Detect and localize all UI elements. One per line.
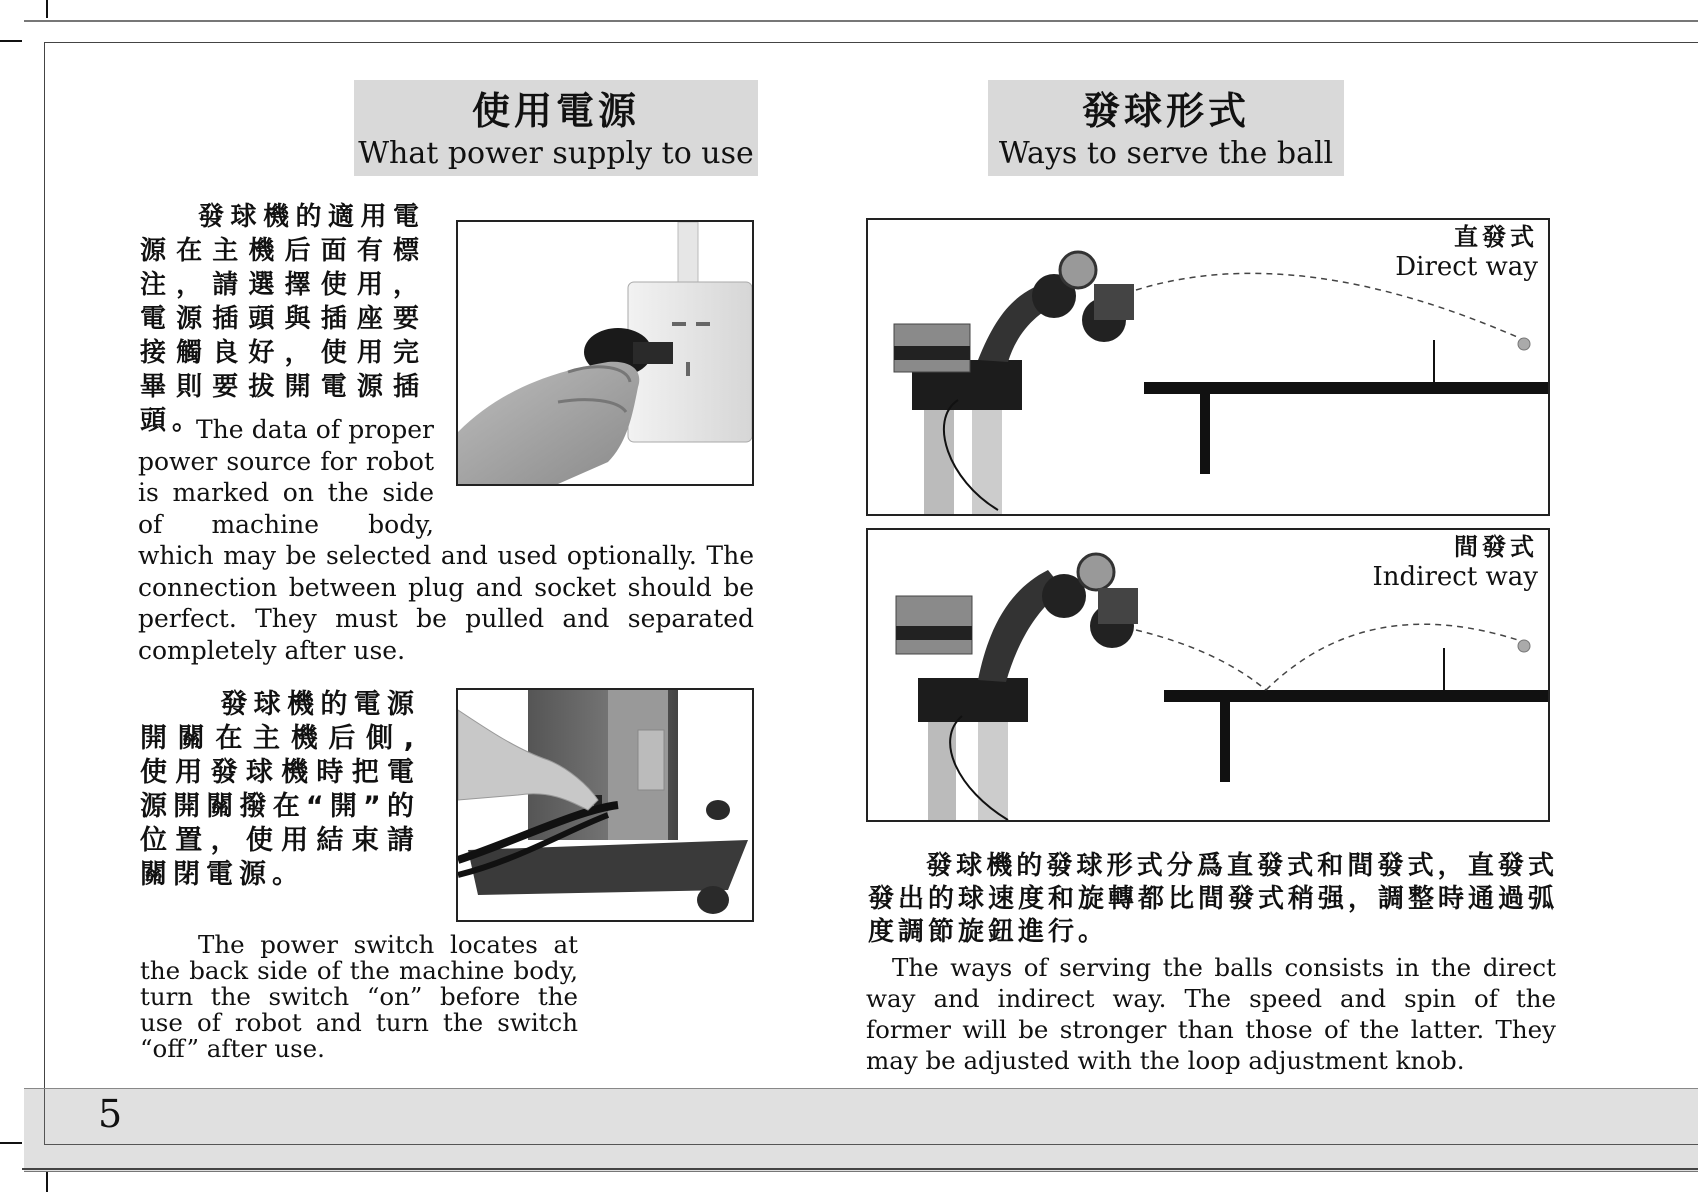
power-switch-photo <box>456 688 754 922</box>
crop-mark <box>24 20 1698 22</box>
power-switch-text-zh <box>140 688 420 892</box>
crop-mark <box>46 0 48 18</box>
right-header-en: Ways to serve the ball <box>998 136 1334 171</box>
serve-ways-text-en-body: The ways of serving the balls consists in the direct way and indirect way. The speed and spin of the former will be stronger than those of the latter. They may be adjusted with the loop adjustment knob. <box>866 953 1556 1075</box>
power-switch-text-en-body: The power switch locates at the back side of the machine body, turn the switch “on” before the use of robot and turn the switch “off” after use. <box>140 930 578 1063</box>
serve-ways-text-zh: 發球機的發球形式分爲直發式和間發式，直發式發出的球速度和旋轉都比間發式稍强，調整時通過弧度調節旋鈕進行。 <box>868 851 1559 947</box>
outer-line <box>22 1168 1698 1170</box>
indirect-way-diagram <box>866 528 1550 822</box>
left-header-en: What power supply to use <box>358 136 754 171</box>
serve-ways-text-en <box>866 952 1556 1076</box>
direct-way-diagram <box>866 218 1550 516</box>
power-source-text-en-body: The data of proper power source for robot is marked on the side of machine body, which may be selected and used optionally. The connection between plug and socket should be perfect. They must be pulled and separated completely after use. <box>138 415 754 665</box>
right-section-header <box>988 80 1344 176</box>
left-header-zh: 使用電源 <box>471 89 640 133</box>
right-header-zh: 發球形式 <box>1081 89 1250 133</box>
indirect-way-label-en: Indirect way <box>1372 562 1538 592</box>
direct-way-label-en: Direct way <box>1395 252 1538 282</box>
footer-band <box>24 1088 1698 1172</box>
page-number: 5 <box>98 1092 123 1136</box>
power-switch-text-en <box>140 932 578 1062</box>
left-section-header <box>354 80 758 176</box>
power-switch-text-zh-body: 發球機的電源開關在主機后側,使用發球機時把電源開關撥在“開”的位置，使用結束請關閉電源。 <box>140 689 420 890</box>
plug-socket-photo <box>456 220 754 486</box>
crop-mark <box>46 1172 48 1192</box>
crop-mark <box>0 40 22 42</box>
power-source-text-zh: 發球機的適用電源在主機后面有標注，請選擇使用，電源插頭與插座要接觸良好，使用完畢則要拔開電源插頭。 <box>140 202 425 436</box>
crop-mark <box>0 1142 22 1144</box>
direct-way-label-zh: 直發式 <box>1454 223 1538 251</box>
indirect-way-label-zh: 間發式 <box>1454 533 1538 561</box>
